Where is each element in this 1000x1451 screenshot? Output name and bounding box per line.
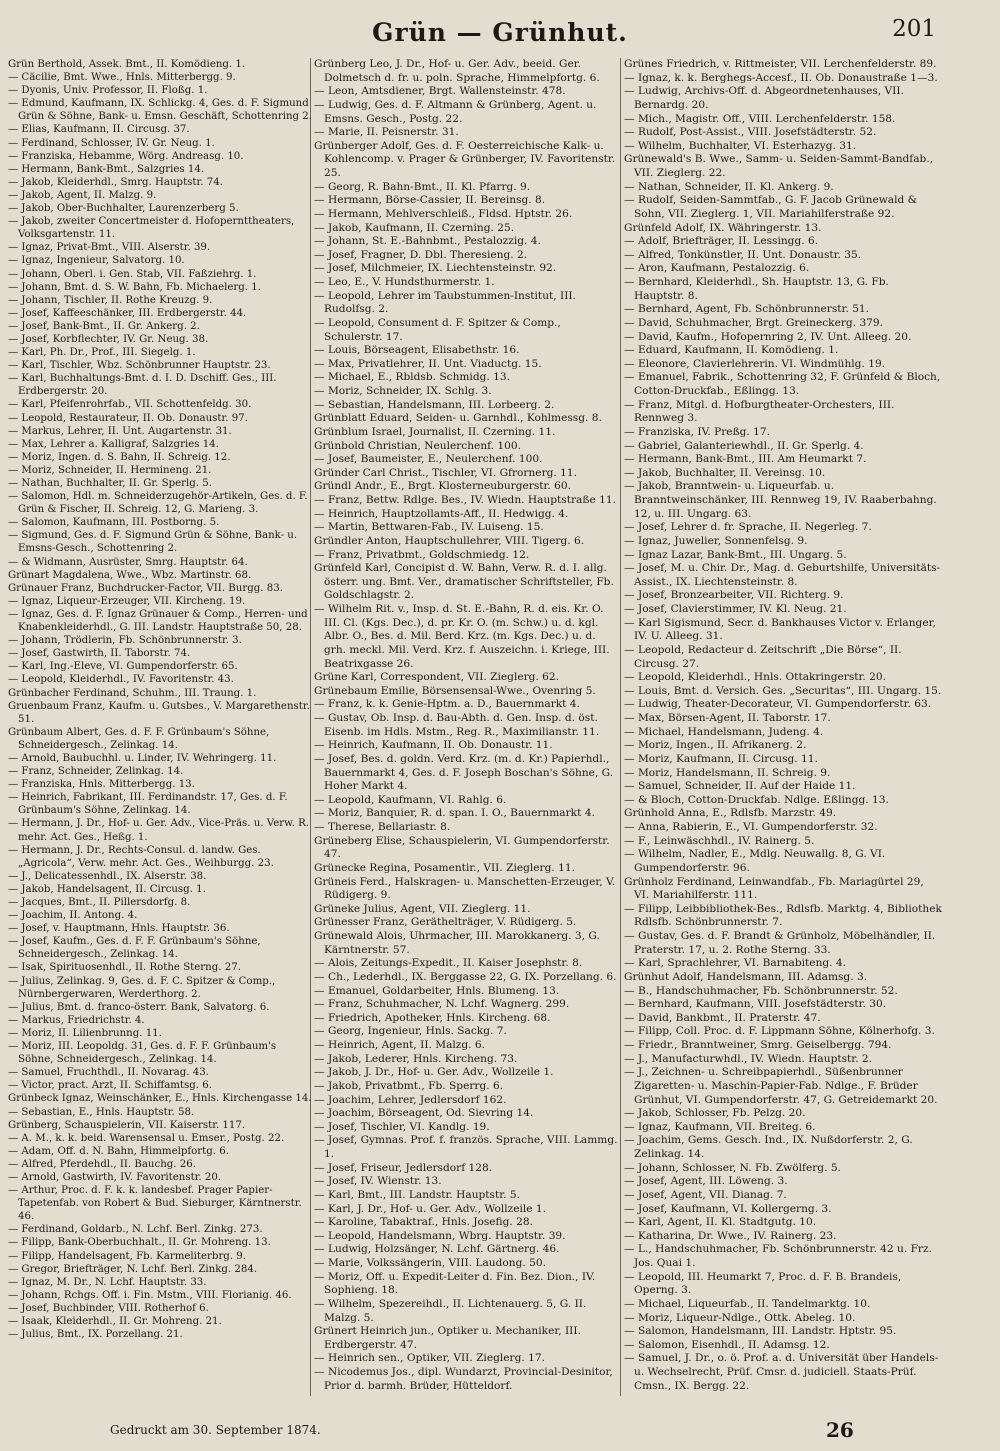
directory-entry: — Karl, Ing.-Eleve, VI. Gumpendorferstr. 65.	[8, 661, 238, 673]
directory-entry: — Bernhard, Kleiderhdl., Sh. Hauptstr. 13, G. Fb. Hauptstr. 8.	[624, 276, 889, 302]
directory-entry: — Sebastian, E., Hnls. Hauptstr. 58.	[8, 1106, 195, 1118]
directory-entry: Grünes Friedrich, v. Rittmeister, VII. Lerchenfelderstr. 89.	[624, 58, 937, 70]
directory-entry: Grünert Heinrich jun., Optiker u. Mechaniker, III. Erdbergerstr. 47.	[314, 1325, 581, 1351]
directory-entry: — Johann, Bmt. d. S. W. Bahn, Fb. Michaelerg. 1.	[8, 281, 262, 293]
directory-entry: — Ludwig, Archivs-Off. d. Abgeordnetenhauses, VII. Bernardg. 20.	[624, 85, 904, 111]
directory-entry: — Ignaz, Juwelier, Sonnenfelsg. 9.	[624, 534, 808, 547]
directory-entry: Grünbacher Ferdinand, Schuhm., III. Traung. 1.	[8, 687, 257, 699]
directory-entry: — Marie, Volkssängerin, VIII. Laudong. 50.	[314, 1257, 546, 1269]
directory-entry: — Eduard, Kaufmann, II. Komödieng. 1.	[624, 344, 839, 357]
directory-entry: Grüneke Julius, Agent, VII. Zieglerg. 11.	[314, 902, 531, 915]
directory-entry: — Mich., Magistr. Off., VIII. Lerchenfelderstr. 158.	[624, 112, 896, 125]
directory-entry: — Jakob, Schlosser, Fb. Pelzg. 20.	[624, 1107, 806, 1120]
directory-entry: — Josef, Clavierstimmer, IV. Kl. Neug. 21.	[624, 603, 847, 615]
directory-entry: — Josef, Baumeister, E., Neulerchenf. 100.	[314, 453, 543, 466]
directory-entry: Grünauer Franz, Buchdrucker-Factor, VII. Burgg. 83.	[8, 582, 283, 594]
directory-entry: — David, Kaufm., Hofopernring 2, IV. Unt. Alleeg. 20.	[624, 330, 912, 343]
directory-entry: — Emanuel, Goldarbeiter, Hnls. Blumeng. 13.	[314, 984, 560, 997]
directory-entry: — Jakob, zweiter Concertmeister d. Hofopernttheaters, Volksgartenstr. 11.	[8, 216, 295, 241]
directory-entry: — Anna, Rabierin, E., VI. Gumpendorferstr. 32.	[624, 821, 878, 833]
directory-entry: — Edmund, Kaufmann, IX. Schlickg. 4, Ges. d. F. Sigmund Grün & Söhne, Bank- u. Emsn. Geschäft, Schottenring 2.	[8, 98, 313, 123]
directory-entry: — Jakob, J. Dr., Hof- u. Ger. Adv., Wollzeile 1.	[314, 1066, 554, 1079]
directory-entry: — Hermann, Börse-Cassier, II. Bereinsg. 8.	[314, 194, 546, 207]
directory-entry: — L., Handschuhmacher, Fb. Schönbrunnerstr. 42 u. Frz. Jos. Quai 1.	[624, 1243, 932, 1269]
directory-entry: Grünhut Adolf, Handelsmann, III. Adamsg. 3.	[624, 970, 868, 983]
directory-entry: Grünblatt Eduard, Seiden- u. Garnhdl., Kohlmessg. 8.	[314, 412, 602, 425]
directory-column-3	[624, 58, 942, 1393]
directory-entry: Gruenbaum Franz, Kaufm. u. Gutsbes., V. Margarethenstr. 51.	[8, 700, 310, 725]
directory-entry: — Moriz, Off. u. Expedit-Leiter d. Fin. Bez. Dion., IV. Sophieng. 18.	[314, 1270, 596, 1297]
directory-entry: — Emanuel, Fabrik., Schottenring 32, F. Grünfeld & Bloch, Cotton-Druckfab., Eßlingg. 13.	[624, 371, 941, 397]
directory-entry: — Jakob, Kaufmann, II. Czerning. 25.	[314, 221, 515, 234]
directory-entry: — Dyonis, Univ. Professor, II. Floßg. 1.	[8, 85, 208, 97]
directory-entry: — Elias, Kaufmann, II. Circusg. 37.	[8, 124, 190, 136]
directory-entry: — Josef, IV. Wienstr. 13.	[314, 1175, 442, 1188]
directory-entry: — Markus, Lehrer, II. Unt. Augartenstr. 31.	[8, 425, 232, 437]
directory-entry: — Max, Börsen-Agent, II. Taborstr. 17.	[624, 712, 831, 724]
directory-entry: — David, Bankbmt., II. Praterstr. 47.	[624, 1011, 821, 1024]
directory-entry: — Jakob, Buchhalter, II. Vereinsg. 10.	[624, 466, 826, 479]
directory-entry: Grünbold Christian, Neulerchenf. 100.	[314, 439, 522, 452]
directory-entry: — Samuel, Fruchthdl., II. Novarag. 43.	[8, 1067, 209, 1079]
directory-entry: — Marie, II. Peisnerstr. 31.	[314, 126, 459, 139]
directory-entry: — Josef, Lehrer d. fr. Sprache, II. Negerleg. 7.	[624, 521, 872, 534]
directory-entry: — Georg, Ingenieur, Hnls. Sackg. 7.	[314, 1025, 507, 1038]
directory-entry: Grünfeld Karl, Concipist d. W. Bahn, Verw. R. d. I. allg. österr. ung. Bmt. Ver., dramatischer Schriftsteller, Fb. Goldschlagstr. 2.	[314, 562, 614, 602]
directory-entry: — Isak, Spirituosenhdl., II. Rothe Sterng. 27.	[8, 962, 241, 974]
directory-entry: — Gabriel, Galanteriewhdl., II. Gr. Sperlg. 4.	[624, 439, 864, 452]
directory-entry: — Joachim, Börseagent, Od. Sievring 14.	[314, 1107, 534, 1120]
directory-entry: — Franziska, Hebamme, Wörg. Andreasg. 10.	[8, 150, 244, 162]
directory-entry: — & Widmann, Ausrüster, Smrg. Hauptstr. 64.	[8, 556, 248, 568]
directory-entry: — Franz, Privatbmt., Goldschmiedg. 12.	[314, 548, 530, 561]
directory-entry: — Franziska, Hnls. Mitterbergg. 13.	[8, 779, 195, 791]
directory-entry: — Hermann, Mehlverschleiß., Fldsd. Hptstr. 26.	[314, 207, 573, 220]
directory-entry: — J., Manufacturwhdl., IV. Wiedn. Hauptstr. 2.	[624, 1052, 873, 1065]
directory-entry: — Joachim, II. Antong. 4.	[8, 910, 138, 922]
directory-entry: — Wilhelm Rit. v., Insp. d. St. E.-Bahn, R. d. eis. Kr. O. III. Cl. (Kgs. Dec.), d. pr. Kr. O. (m. Schw.) u. d. kgl. Albr. O., Bes. d. Mil. Berd. Krz. (m. Kgs. Dec.) u. d. grh. meckl. Mil. Verd. Krz. f. Auszeichn. i. Kriege, III. Beatrixgasse 26.	[314, 603, 610, 670]
directory-entry: — Friedr., Branntweiner, Smrg. Geiselbergg. 794.	[624, 1039, 892, 1051]
directory-entry: — Karl, Ph. Dr., Prof., III. Siegelg. 1.	[8, 347, 196, 359]
directory-entry: — Leopold, Restaurateur, II. Ob. Donaustr. 97.	[8, 412, 248, 424]
directory-entry: — Julius, Bmt., IX. Porzellang. 21.	[8, 1329, 183, 1341]
directory-entry: — Josef, Buchbinder, VIII. Rotherhof 6.	[8, 1302, 209, 1314]
directory-entry: — Franz, Mitgl. d. Hofburgtheater-Orchesters, III. Rennweg 3.	[624, 398, 895, 425]
directory-entry: — Franz, Schneider, Zelinkag. 14.	[8, 766, 184, 778]
directory-entry: Grüneis Ferd., Halskragen- u. Manschetten-Erzeuger, V. Rüdigerg. 9.	[314, 875, 616, 902]
directory-entry: — Leopold, Kleiderhdl., IV. Favoritenstr. 43.	[8, 674, 234, 686]
directory-entry: — Leopold, Lehrer im Taubstummen-Institut, III. Rudolfsg. 2.	[314, 289, 576, 316]
directory-entry: — Nathan, Schneider, II. Kl. Ankerg. 9.	[624, 180, 834, 193]
directory-entry: — Ignaz, Privat-Bmt., VIII. Alserstr. 39.	[8, 242, 211, 254]
directory-entry: — B., Handschuhmacher, Fb. Schönbrunnerstr. 52.	[624, 984, 898, 997]
directory-entry: — Eleonore, Clavierlehrerin. VI. Windmühlg. 19.	[624, 357, 886, 370]
directory-entry: — Wilhelm, Nadler, E., Mdlg. Neuwallg. 8, G. VI. Gumpendorferstr. 96.	[624, 848, 886, 874]
directory-entry: — Moriz, Handelsmann, II. Schreig. 9.	[624, 766, 831, 779]
directory-entry: — Ignaz, Liqueur-Erzeuger, VII. Kircheng. 19.	[8, 595, 246, 607]
directory-entry: — Heinrich sen., Optiker, VII. Zieglerg. 17.	[314, 1352, 545, 1365]
directory-entry: — Josef, Bronzearbeiter, VII. Richterg. 9.	[624, 589, 844, 602]
directory-entry: — Heinrich, Agent, II. Malzg. 6.	[314, 1039, 486, 1051]
directory-entry: — Arnold, Baubuchhl. u. Linder, IV. Wehringerg. 11.	[8, 752, 277, 764]
directory-entry: — Samuel, J. Dr., o. ö. Prof. a. d. Universität über Handels- u. Wechselrecht, Prüf. Cmsr. d. judiciell. Staats-Prüf. Cmsn., IX. Bergg. 22.	[624, 1352, 939, 1392]
directory-entry: — Julius, Bmt. d. franco-österr. Bank, Salvatorg. 6.	[8, 1001, 270, 1013]
directory-entry: — Michael, Liqueurfab., II. Tandelmarktg. 10.	[624, 1297, 871, 1310]
directory-entry: Grünberg, Schauspielerin, VII. Kaiserstr. 117.	[8, 1119, 246, 1131]
directory-entry: Gründl Andr., E., Brgt. Klosterneuburgerstr. 60.	[314, 480, 572, 493]
directory-entry: — Filipp, Leibbibliothek-Bes., Rdlsfb. Marktg. 4, Bibliothek Rdlsfb. Schönbrunnerstr. 7.	[624, 902, 942, 929]
directory-entry: — Moriz, Liqueur-Ndlge., Ottk. Abeleg. 10.	[624, 1311, 856, 1324]
directory-entry: — Karl, Tischler, Wbz. Schönbrunner Hauptstr. 23.	[8, 360, 271, 372]
directory-entry: — Bernhard, Kaufmann, VIII. Josefstädterstr. 30.	[624, 998, 887, 1011]
directory-entry: — Josef, Kaufm., Ges. d. F. F. Grünbaum's Söhne, Schneidergesch., Zelinkag. 14.	[8, 936, 261, 961]
directory-entry: — Johann, Tischler, II. Rothe Kreuzg. 9.	[8, 294, 213, 306]
directory-entry: — Hermann, J. Dr., Rechts-Consul. d. landw. Ges. „Agricola“, Verw. mehr. Act. Ges., Weihburgg. 23.	[8, 844, 274, 869]
directory-entry: — Jakob, Privatbmt., Fb. Sperrg. 6.	[314, 1079, 504, 1092]
directory-entry: — Salomon, Hdl. m. Schneiderzugehör-Artikeln, Ges. d. F. Grün & Fischer, II. Schreig. 12, G. Marieng. 3.	[8, 491, 308, 516]
directory-entry: — Leopold, Handelsmann, Wbrg. Hauptstr. 39.	[314, 1229, 566, 1242]
directory-entry: — Heinrich, Fabrikant, III. Ferdinandstr. 17, Ges. d. F. Grünbaum's Söhne, Zelinkag. 14.	[8, 792, 288, 817]
directory-entry: — Karl, Bmt., III. Landstr. Hauptstr. 5.	[314, 1188, 520, 1201]
directory-entry: — Johann, St. E.-Bahnbmt., Pestalozzig. 4.	[314, 235, 541, 248]
directory-entry: — Heinrich, Kaufmann, II. Ob. Donaustr. 11.	[314, 739, 553, 752]
directory-entry: — Karl, Agent, II. Kl. Stadtgutg. 10.	[624, 1216, 817, 1229]
directory-entry: — Josef, Fragner, D. Dbl. Theresieng. 2.	[314, 248, 528, 261]
directory-entry: — Ignaz, Ges. d. F. Ignaz Grünauer & Comp., Herren- und Knabenkleiderhdl., G. III. Landstr. Hauptstraße 50, 28.	[8, 608, 308, 634]
directory-entry: Grünberg Leo, J. Dr., Hof- u. Ger. Adv., beeid. Ger. Dolmetsch d. fr. u. poln. Sprache, Himmelpfortg. 6.	[314, 58, 600, 84]
directory-entry: — Josef, Agent, III. Löweng. 3.	[624, 1175, 788, 1188]
directory-entry: — Adolf, Briefträger, II. Lessingg. 6.	[624, 235, 819, 248]
directory-column-2	[314, 58, 619, 1393]
directory-entry: — Friedrich, Apotheker, Hnls. Kircheng. 68.	[314, 1011, 551, 1024]
directory-entry: — Josef, Gastwirth, II. Taborstr. 74.	[8, 648, 191, 660]
directory-entry: — Filipp, Bank-Oberbuchhalt., II. Gr. Mohreng. 13.	[8, 1237, 271, 1249]
directory-entry: Grünesser Franz, Geräthelträger, V. Rüdigerg. 5.	[314, 916, 577, 929]
directory-entry: — Ferdinand, Goldarb., N. Lchf. Berl. Zinkg. 273.	[8, 1224, 263, 1236]
directory-entry: Grün Berthold, Assek. Bmt., II. Komödieng. 1.	[8, 59, 246, 70]
directory-entry: — Sigmund, Ges. d. F. Sigmund Grün & Söhne, Bank- u. Emsns-Gesch., Schottenring 2.	[8, 530, 298, 555]
directory-entry: — Louis, Bmt. d. Versich. Ges. „Securitas“, III. Ungarg. 15.	[624, 684, 942, 697]
directory-entry: — Karl, Sprachlehrer, VI. Barnabiteng. 4.	[624, 957, 847, 970]
directory-entry: Gründler Anton, Hauptschullehrer, VIII. Tigerg. 6.	[314, 534, 585, 547]
directory-entry: — Isaak, Kleiderhdl., II. Gr. Mohreng. 21.	[8, 1316, 222, 1327]
directory-entry: — Max, Lehrer a. Kalligraf, Salzgries 14.	[8, 438, 219, 450]
directory-entry: — Louis, Börseagent, Elisabethstr. 16.	[314, 344, 520, 357]
directory-entry: — Cäcilie, Bmt. Wwe., Hnls. Mitterbergg. 9.	[8, 72, 236, 84]
sheet-number: 26	[826, 1418, 854, 1442]
print-date-note: Gedruckt am 30. September 1874.	[110, 1423, 321, 1437]
directory-entry: Grünblum Israel, Journalist, II. Czerning. 11.	[314, 425, 556, 438]
directory-entry: — Arnold, Gastwirth, IV. Favoritenstr. 20.	[8, 1171, 222, 1183]
directory-entry: — Michael, E., Rbldsb. Schmidg. 13.	[314, 371, 510, 384]
directory-entry: — F., Leinwäschhdl., IV. Rainerg. 5.	[624, 834, 815, 847]
directory-entry: Grünberger Adolf, Ges. d. F. Oesterreichische Kalk- u. Kohlencomp. v. Prager & Grünberger, IV. Favoritenstr. 25.	[314, 139, 616, 179]
directory-entry: — Arthur, Proc. d. F. k. k. landesbef. Prager Papier-Tapetenfab. von Robert & Bud. Sieburger, Kärntnerstr. 46.	[8, 1185, 302, 1223]
directory-entry: Grünecke Regina, Posamentir., VII. Zieglerg. 11.	[314, 861, 575, 874]
directory-entry: — Franz, Schuhmacher, N. Lchf. Wagnerg. 299.	[314, 998, 570, 1011]
directory-entry: Grünhold Anna, E., Rdlsfb. Marzstr. 49.	[624, 807, 837, 820]
directory-entry: — Jakob, Agent, II. Malzg. 9.	[8, 189, 157, 201]
directory-entry: — Leopold, III. Heumarkt 7, Proc. d. F. B. Brandeis, Operng. 3.	[624, 1270, 902, 1297]
directory-entry: — Josef, Friseur, Jedlersdorf 128.	[314, 1161, 493, 1174]
directory-entry: — Katharina, Dr. Wwe., IV. Rainerg. 23.	[624, 1229, 837, 1242]
directory-entry: Grünfeld Adolf, IX. Währingerstr. 13.	[624, 221, 822, 234]
directory-entry: — Ludwig, Ges. d. F. Altmann & Grünberg, Agent. u. Emsns. Gesch., Postg. 22.	[314, 98, 597, 125]
directory-entry: — Josef, Gymnas. Prof. f. französ. Sprache, VIII. Lammg. 1.	[314, 1134, 618, 1160]
directory-entry: — Jakob, Ober-Buchhalter, Laurenzerberg 5.	[8, 203, 239, 215]
directory-entry: — Wilhelm, Buchhalter, VI. Esterhazyg. 31.	[624, 139, 857, 152]
directory-entry: — Leopold, Kleiderhdl., Hnls. Ottakringerstr. 20.	[624, 671, 886, 684]
directory-entry: — Leo, E., V. Hundsthurmerstr. 1.	[314, 276, 495, 288]
directory-entry: — Markus, Friedrichstr. 4.	[8, 1014, 145, 1026]
directory-entry: Grüne Karl, Correspondent, VII. Zieglerg. 62.	[314, 671, 560, 684]
directory-entry: — Leon, Amtsdiener, Brgt. Wallensteinstr. 478.	[314, 85, 566, 98]
directory-entry: — Victor, pract. Arzt, II. Schiffamtsg. 6.	[8, 1080, 212, 1092]
directory-entry: — Max, Privatlehrer, II. Unt. Viaductg. 15.	[314, 357, 542, 370]
directory-entry: — Alois, Zeitungs-Expedit., II. Kaiser Josephstr. 8.	[314, 957, 583, 970]
directory-entry: Grünart Magdalena, Wwe., Wbz. Martinstr. 68.	[8, 569, 252, 581]
page-number: 201	[892, 16, 936, 42]
directory-entry: — Karl, Pfeifenrohrfab., VII. Schottenfeldg. 30.	[8, 399, 252, 411]
directory-entry: — Ignaz, M. Dr., N. Lchf. Hauptstr. 33.	[8, 1276, 207, 1288]
directory-entry: — Josef, Bank-Bmt., II. Gr. Ankerg. 2.	[8, 320, 200, 332]
directory-entry: — Sebastian, Handelsmann, III. Lorbeerg. 2.	[314, 398, 555, 411]
directory-entry: — Ch., Lederhdl., IX. Berggasse 22, G. IX. Porzellang. 6.	[314, 970, 617, 983]
directory-entry: — Samuel, Schneider, II. Auf der Haide 11.	[624, 780, 856, 793]
directory-entry: Grünewald's B. Wwe., Samm- u. Seiden-Sammt-Bandfab., VII. Zieglerg. 22.	[624, 153, 934, 179]
directory-entry: — Moriz, Ingen., II. Afrikanerg. 2.	[624, 739, 807, 752]
directory-entry: — Therese, Bellariastr. 8.	[314, 821, 451, 833]
directory-entry: — Karl Sigismund, Secr. d. Bankhauses Victor v. Erlanger, IV. U. Alleeg. 31.	[624, 616, 936, 643]
directory-entry: — Franziska, IV. Preßg. 17.	[624, 425, 771, 438]
directory-entry: — Alfred, Tonkünstler, II. Unt. Donaustr. 35.	[624, 248, 862, 261]
directory-entry: — Moriz, Ingen. d. S. Bahn, II. Schreig. 12.	[8, 451, 231, 463]
directory-entry: — Heinrich, Hauptzollamts-Aff., II. Hedwigg. 4.	[314, 507, 569, 520]
directory-entry: — Johann, Trödlerin, Fb. Schönbrunnerstr. 3.	[8, 635, 242, 647]
directory-entry: — Josef, Korbflechter, IV. Gr. Neug. 38.	[8, 333, 209, 345]
directory-entry: — Ignaz, k. k. Berghegs-Accesf., II. Ob. Donaustraße 1—3.	[624, 71, 938, 84]
directory-entry: — Gregor, Briefträger, N. Lchf. Berl. Zinkg. 284.	[8, 1263, 258, 1275]
directory-entry: — Georg, R. Bahn-Bmt., II. Kl. Pfarrg. 9.	[314, 180, 531, 193]
directory-entry: — Johann, Oberl. i. Gen. Stab, VII. Faßziehrg. 1.	[8, 268, 257, 280]
directory-entry: Grünebaum Emilie, Börsensensal-Wwe., Ovenring 5.	[314, 684, 596, 697]
directory-entry: — Filipp, Coll. Proc. d. F. Lippmann Söhne, Kölnerhofg. 3.	[624, 1025, 935, 1038]
directory-entry: — Alfred, Pferdehdl., II. Bauchg. 26.	[8, 1158, 196, 1170]
directory-entry: Grünholz Ferdinand, Leinwandfab., Fb. Mariagürtel 29, VI. Mariahilferstr. 111.	[624, 875, 924, 902]
directory-entry: — Franz, Bettw. Rdlge. Bes., IV. Wiedn. Hauptstraße 11.	[314, 494, 616, 506]
directory-entry: — Hermann, Bank-Bmt., Salzgries 14.	[8, 163, 205, 175]
directory-entry: — Josef, Kaufmann, VI. Kollergerng. 3.	[624, 1202, 832, 1215]
directory-entry: — Rudolf, Post-Assist., VIII. Josefstädterstr. 52.	[624, 126, 877, 139]
directory-entry: Grünbeck Ignaz, Weinschänker, E., Hnls. Kirchengasse 14.	[8, 1093, 312, 1105]
directory-entry: — Bernhard, Agent, Fb. Schönbrunnerstr. 51.	[624, 303, 870, 316]
directory-entry: — Nathan, Buchhalter, II. Gr. Sperlg. 5.	[8, 478, 213, 489]
directory-entry: — Adam, Off. d. N. Bahn, Himmelpfortg. 6.	[8, 1145, 229, 1157]
directory-entry: — Nicodemus Jos., dipl. Wundarzt, Provincial-Desinitor, Prior d. barmh. Brüder, Hütteldorf.	[314, 1366, 613, 1392]
directory-entry: — Joachim, Lehrer, Jedlersdorf 162.	[314, 1093, 507, 1106]
directory-entry: — Ferdinand, Schlosser, IV. Gr. Neug. 1.	[8, 137, 215, 149]
directory-entry: — Josef, v. Hauptmann, Hnls. Hauptstr. 36.	[8, 923, 230, 935]
directory-column-1	[8, 58, 313, 1341]
directory-entry: — Moriz, Schneider, IX. Schlg. 3.	[314, 385, 492, 397]
directory-entry: — Jakob, Kleiderhdl., Smrg. Hauptstr. 74.	[8, 176, 223, 188]
column-divider-2	[620, 58, 621, 1396]
directory-entry: — Karl, J. Dr., Hof- u. Ger. Adv., Wollzeile 1.	[314, 1202, 547, 1215]
directory-entry: — Josef, Bes. d. goldn. Verd. Krz. (m. d. Kr.) Papierhdl., Bauernmarkt 4, Ges. d. F. Joseph Boschan's Söhne, G. Hoher Markt 4.	[314, 752, 614, 793]
directory-entry: — Leopold, Redacteur d. Zeitschrift „Die Börse“, II. Circusg. 27.	[624, 643, 902, 670]
directory-entry: — A. M., k. k. beid. Warensensal u. Emser., Postg. 22.	[8, 1132, 285, 1144]
directory-entry: — Ignaz, Ingenieur, Salvatorg. 10.	[8, 255, 185, 267]
directory-entry: — Josef, Kaffeeschänker, III. Erdbergerstr. 44.	[8, 307, 247, 319]
directory-entry: — Moriz, Banquier, R. d. span. I. O., Bauernmarkt 4.	[314, 807, 595, 820]
directory-entry: — Michael, Handelsmann, Judeng. 4.	[624, 725, 824, 738]
directory-entry: — Moriz, Kaufmann, II. Circusg. 11.	[624, 752, 818, 765]
directory-entry: — Karoline, Tabaktraf., Hnls. Josefig. 28.	[314, 1216, 533, 1229]
directory-entry: — David, Schuhmacher, Brgt. Greineckerg. 379.	[624, 316, 884, 329]
directory-entry: — Josef, Agent, VII. Dianag. 7.	[624, 1188, 787, 1201]
page-header	[0, 14, 1000, 54]
directory-entry: — Gustav, Ges. d. F. Brandt & Grünholz, Möbelhändler, II. Praterstr. 17, u. 2. Rothe Sterng. 33.	[624, 930, 936, 956]
directory-entry: — Ludwig, Holzsänger, N. Lchf. Gärtnerg. 46.	[314, 1243, 560, 1256]
directory-entry: — Hermann, Bank-Bmt., III. Am Heumarkt 7.	[624, 453, 867, 466]
directory-entry: Grüneberg Elise, Schauspielerin, VI. Gumpendorferstr. 47.	[314, 834, 610, 861]
directory-entry: Grünbaum Albert, Ges. d. F. F. Grünbaum's Söhne, Schneidergesch., Zelinkag. 14.	[8, 726, 270, 751]
directory-entry: — Filipp, Handelsagent, Fb. Karmeliterbrg. 9.	[8, 1250, 247, 1262]
directory-entry: — Josef, Tischler, VI. Kandlg. 19.	[314, 1120, 490, 1133]
directory-entry: Gründer Carl Christ., Tischler, VI. Gfrornerg. 11.	[314, 466, 577, 479]
directory-entry: — Rudolf, Seiden-Sammtfab., G. F. Jacob Grünewald & Sohn, VII. Zieglerg. 1, VII. Mariahilferstraße 92.	[624, 194, 918, 220]
directory-entry: — Jakob, Handelsagent, II. Circusg. 1.	[8, 883, 206, 895]
directory-entry: — Karl, Buchhaltungs-Bmt. d. I. D. Dschiff. Ges., III. Erdbergerstr. 20.	[8, 373, 277, 398]
directory-entry: — Ludwig, Theater-Decorateur, VI. Gumpendorferstr. 63.	[624, 698, 932, 711]
directory-entry: — Johann, Rchgs. Off. i. Fin. Mstm., VIII. Florianig. 46.	[8, 1289, 292, 1301]
directory-entry: — Ignaz Lazar, Bank-Bmt., III. Ungarg. 5.	[624, 548, 847, 561]
directory-entry: — J., Zeichnen- u. Schreibpapierhdl., Süßenbrunner Zigaretten- u. Maschin-Papier-Fab. Ndlge., F. Brüder Grünhut, VI. Gumpendorferstr. 47, G. Getreidemarkt 20.	[624, 1066, 938, 1106]
directory-entry: — Julius, Zelinkag. 9, Ges. d. F. C. Spitzer & Comp., Nürnbergerwaren, Werderthorg. 2.	[8, 975, 276, 1000]
directory-entry: — & Bloch, Cotton-Druckfab. Ndlge. Eßlingg. 13.	[624, 793, 889, 806]
directory-entry: — Salomon, Kaufmann, III. Postborng. 5.	[8, 517, 220, 529]
directory-entry: — Hermann, J. Dr., Hof- u. Ger. Adv., Vice-Präs. u. Verw. R. mehr. Act. Ges., Heßg. 1.	[8, 818, 309, 843]
directory-entry: — Wilhelm, Spezereihdl., II. Lichtenauerg. 5, G. II. Malzg. 5.	[314, 1297, 587, 1324]
directory-entry: — Josef, Milchmeier, IX. Liechtensteinstr. 92.	[314, 262, 557, 275]
directory-entry: — Leopold, Consument d. F. Spitzer & Comp., Schulerstr. 17.	[314, 316, 561, 343]
directory-entry: — Joachim, Gems. Gesch. Ind., IX. Nußdorferstr. 2, G. Zelinkag. 14.	[624, 1134, 913, 1160]
directory-entry: — Jakob, Lederer, Hnls. Kircheng. 73.	[314, 1052, 518, 1065]
directory-entry: — J., Delicatessenhdl., IX. Alserstr. 38.	[8, 870, 207, 882]
directory-entry: — Gustav, Ob. Insp. d. Bau-Abth. d. Gen. Insp. d. öst. Eisenb. im Hdls. Mstm., Reg. R., Maximilianstr. 11.	[314, 712, 600, 738]
directory-entry: — Jacques, Bmt., II. Pillersdorfg. 8.	[8, 897, 191, 908]
directory-entry: — Ignaz, Kaufmann, VII. Breiteg. 6.	[624, 1120, 816, 1133]
directory-entry: — Aron, Kaufmann, Pestalozzig. 6.	[624, 262, 810, 275]
page-title: Grün — Grünhut.	[372, 18, 628, 47]
directory-entry: Grünewald Alois, Uhrmacher, III. Marokkanerg. 3, G. Kärntnerstr. 57.	[314, 930, 600, 956]
directory-entry: — Salomon, Eisenhdl., II. Adamsg. 12.	[624, 1338, 830, 1351]
directory-entry: — Martin, Bettwaren-Fab., IV. Luiseng. 15.	[314, 521, 544, 534]
directory-entry: — Salomon, Handelsmann, III. Landstr. Hptstr. 95.	[624, 1325, 897, 1338]
directory-entry: — Leopold, Kaufmann, VI. Rahlg. 6.	[314, 793, 507, 806]
directory-entry: — Moriz, III. Leopoldg. 31, Ges. d. F. F. Grünbaum's Söhne, Schneidergesch., Zelinkag. 14.	[8, 1041, 277, 1066]
directory-entry: — Josef, M. u. Chir. Dr., Mag. d. Geburtshilfe, Universitäts-Assist., IX. Liechtensteinstr. 8.	[624, 562, 941, 588]
directory-entry: — Jakob, Branntwein- u. Liqueurfab. u. Branntweinschänker, III. Rennweg 19, IV. Raaberbahng. 12, u. III. Ungarg. 63.	[624, 480, 937, 520]
directory-entry: — Franz, k. k. Genie-Hptm. a. D., Bauernmarkt 4.	[314, 698, 580, 711]
directory-entry: — Johann, Schlosser, N. Fb. Zwölferg. 5.	[624, 1161, 841, 1174]
directory-entry: — Moriz, Schneider, II. Hermineng. 21.	[8, 464, 212, 476]
directory-entry: — Moriz, II. Lilienbrunng. 11.	[8, 1027, 162, 1039]
